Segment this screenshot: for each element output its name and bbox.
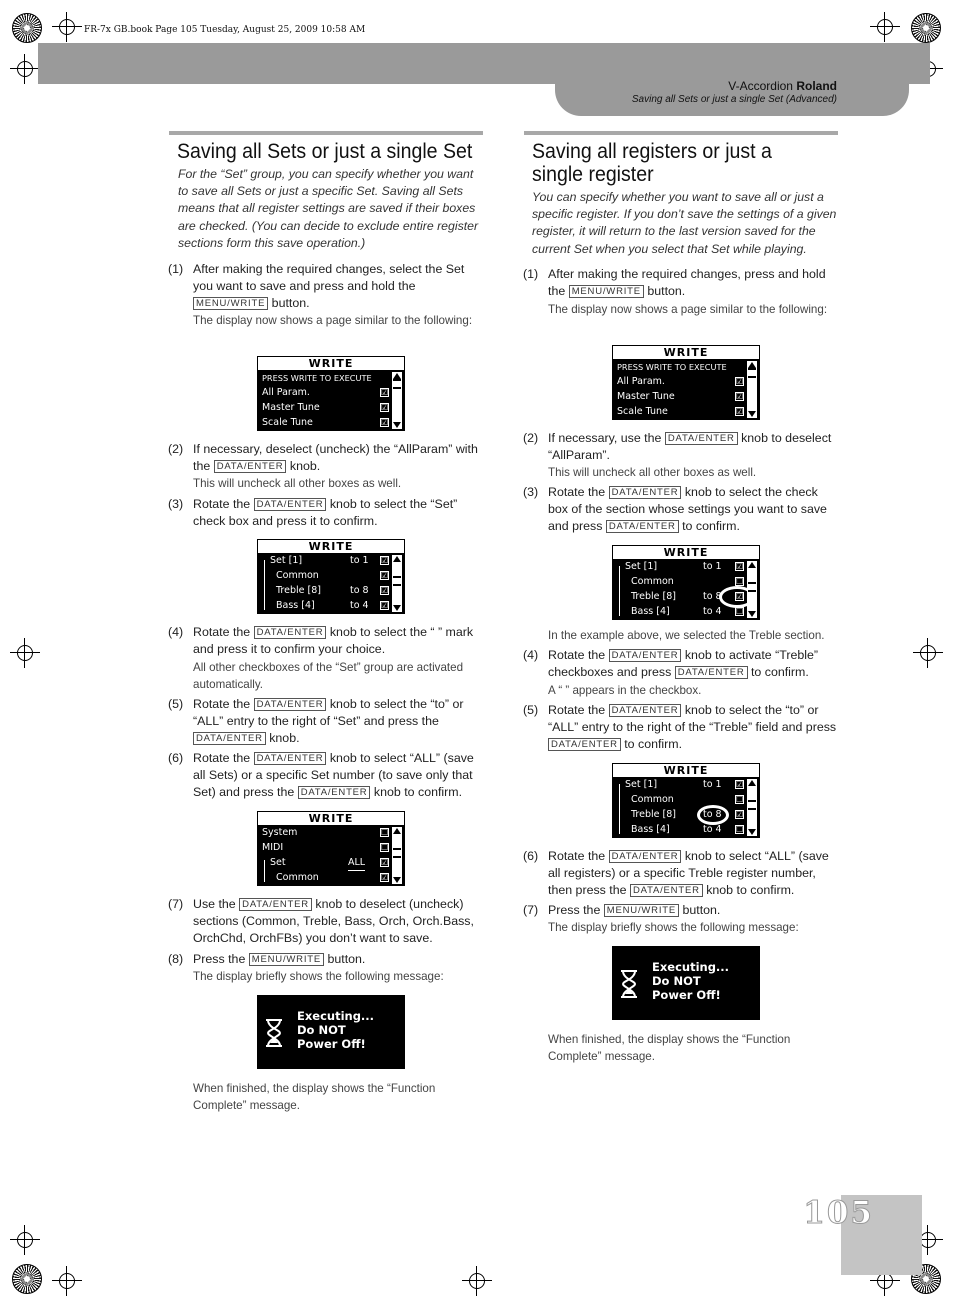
section-title: Saving all Sets or just a single Set — [177, 140, 473, 163]
data-enter-key: DATA/ENTER — [609, 704, 682, 717]
lcd-screen-executing: Executing... Do NOT Power Off! — [612, 946, 760, 1020]
page-number-box — [803, 1195, 922, 1275]
step-1-note: The display now shows a page similar to the following: — [548, 303, 828, 316]
crop-mark-icon — [913, 638, 943, 668]
step-1: (1) After making the required changes, press and hold the MENU/WRITE button. — [523, 267, 826, 299]
page-number: 105 — [803, 1195, 874, 1231]
menu-write-key: MENU/WRITE — [249, 953, 324, 966]
step-3: (3) Rotate the DATA/ENTER knob to select the “Set” check box and press it to confirm. — [168, 497, 458, 529]
data-enter-key: DATA/ENTER — [548, 738, 621, 751]
data-enter-key: DATA/ENTER — [214, 460, 287, 473]
crop-mark-icon — [870, 12, 900, 42]
step-2-note: This will uncheck all other boxes as well. — [193, 477, 402, 490]
lcd-screen-set-all: WRITE System ☐ MIDI ☐ Set ALL ☑ Common ☑ — [257, 811, 405, 886]
product-name: V-Accordion Roland — [728, 79, 837, 93]
step-4-note: A “ ” appears in the checkbox. — [548, 684, 702, 697]
step-5: (5) Rotate the DATA/ENTER knob to select the “to” or “ALL” entry to the right of “Set” and press the DATA/ENTER knob. — [168, 697, 464, 746]
step-3: (3) Rotate the DATA/ENTER knob to select the check box of the section whose settings you want to save and press DATA/ENTER to confirm. — [523, 485, 827, 534]
lcd-screen-write: WRITE PRESS WRITE TO EXECUTE All Param. ☑ Master Tune ☑ Scale Tune ☑ — [257, 356, 405, 431]
section-intro: For the “Set” group, you can specify whether you want to save all Sets or just a specific Set. Saving all Sets means that all register settings are saved if their boxes are checked. (You can decide to exclude entire register sections form this save operation.) — [178, 167, 479, 250]
section-subtitle: Saving all Sets or just a single Set (Advanced) — [631, 94, 837, 105]
step-4-note: All other checkboxes of the “Set” group are activated automatically. — [193, 661, 464, 691]
data-enter-key: DATA/ENTER — [254, 498, 327, 511]
step-2-note: This will uncheck all other boxes as well. — [548, 466, 757, 479]
final-note: When finished, the display shows the “Function Complete” message. — [548, 1033, 791, 1063]
data-enter-key: DATA/ENTER — [665, 432, 738, 445]
lcd-screen-set: WRITE Set [1] to 1 ☑ Common ☑ Treble [8] to 8 ☑ Bass [4] to 4 ☑ — [257, 539, 405, 614]
data-enter-key: DATA/ENTER — [254, 698, 327, 711]
section-intro: You can specify whether you want to save all or just a specific register. If you don’t save the settings of a given register, it will return to the last version saved for the current Set when you select that Set while playing. — [532, 190, 837, 256]
header-tab — [555, 43, 909, 116]
menu-write-key: MENU/WRITE — [193, 297, 268, 310]
section-rule — [169, 131, 483, 135]
crop-mark-icon — [10, 54, 40, 84]
data-enter-key: DATA/ENTER — [675, 666, 748, 679]
step-5: (5) Rotate the DATA/ENTER knob to select the “to” or “ALL” entry to the right of the “Treble” field and press DATA/ENTER to confirm. — [523, 703, 837, 752]
step-6: (6) Rotate the DATA/ENTER knob to select “ALL” (save all Sets) or a specific Set number (to save only that Set) and press the DATA/ENTER knob to confirm. — [168, 751, 474, 800]
book-header: FR-7x GB.book Page 105 Tuesday, August 25, 2009 10:58 AM — [84, 25, 366, 35]
data-enter-key: DATA/ENTER — [630, 884, 703, 897]
data-enter-key: DATA/ENTER — [239, 898, 312, 911]
section-title: Saving all registers or just a single register — [532, 140, 772, 186]
step-8: (8) Press the MENU/WRITE button. — [168, 952, 366, 966]
step-4: (4) Rotate the DATA/ENTER knob to select the “ ” mark and press it to confirm your choice. — [168, 625, 474, 657]
step-7: (7) Press the MENU/WRITE button. — [523, 903, 721, 917]
crop-mark-icon — [462, 1266, 492, 1296]
data-enter-key: DATA/ENTER — [609, 486, 682, 499]
crop-mark-icon — [52, 1266, 82, 1296]
crop-mark-icon — [10, 638, 40, 668]
data-enter-key: DATA/ENTER — [609, 850, 682, 863]
step-1-note: The display now shows a page similar to the following: — [193, 314, 473, 327]
menu-write-key: MENU/WRITE — [569, 285, 644, 298]
data-enter-key: DATA/ENTER — [609, 649, 682, 662]
data-enter-key: DATA/ENTER — [298, 786, 371, 799]
hourglass-icon — [265, 1019, 283, 1047]
lcd-screen-write: WRITE PRESS WRITE TO EXECUTE All Param. ☑ Master Tune ☑ Scale Tune ☑ — [612, 345, 760, 420]
step-7-note: The display briefly shows the following message: — [548, 921, 799, 934]
step-8-note: The display briefly shows the following message: — [193, 970, 444, 983]
data-enter-key: DATA/ENTER — [254, 626, 327, 639]
section-rule — [524, 131, 838, 135]
crop-mark-icon — [52, 12, 82, 42]
data-enter-key: DATA/ENTER — [606, 520, 679, 533]
data-enter-key: DATA/ENTER — [254, 752, 327, 765]
hourglass-icon — [620, 970, 638, 998]
step-2: (2) If necessary, deselect (uncheck) the “AllParam” with the DATA/ENTER knob. — [168, 442, 478, 474]
lcd-screen-treble-to: WRITE Set [1] to 1 ☑ Common ☐ Treble [8] to 8 ☑ Bass [4] to 4 ☐ — [612, 763, 760, 838]
final-note: When finished, the display shows the “Function Complete” message. — [193, 1082, 436, 1112]
crop-mark-icon — [10, 1225, 40, 1255]
highlight-circle — [697, 805, 729, 825]
step-6: (6) Rotate the DATA/ENTER knob to select “ALL” (save all registers) or a specific Treble register number, then press the DATA/ENTER knob to confirm. — [523, 849, 829, 898]
step-2: (2) If necessary, use the DATA/ENTER knob to deselect “AllParam”. — [523, 431, 832, 463]
lcd-screen-treble: WRITE Set [1] to 1 ☑ Common ☐ Treble [8] to 8 ☑ Bass [4] to 4 ☐ — [612, 545, 760, 620]
registration-mark-icon — [12, 13, 42, 43]
step-7: (7) Use the DATA/ENTER knob to deselect (uncheck) sections (Common, Treble, Bass, Orch, Orch.Bass, OrchChd, OrchFBs) you don’t want to save. — [168, 897, 474, 946]
data-enter-key: DATA/ENTER — [193, 732, 266, 745]
lcd-screen-executing: Executing... Do NOT Power Off! — [257, 995, 405, 1069]
menu-write-key: MENU/WRITE — [604, 904, 679, 917]
step-4: (4) Rotate the DATA/ENTER knob to activate “Treble” checkboxes and press DATA/ENTER to confirm. — [523, 648, 819, 680]
step-3-note: In the example above, we selected the Treble section. — [548, 629, 825, 642]
step-1: (1) After making the required changes, select the Set you want to save and press and hold the MENU/WRITE button. — [168, 262, 465, 311]
registration-mark-icon — [12, 1264, 42, 1294]
registration-mark-icon — [911, 13, 941, 43]
